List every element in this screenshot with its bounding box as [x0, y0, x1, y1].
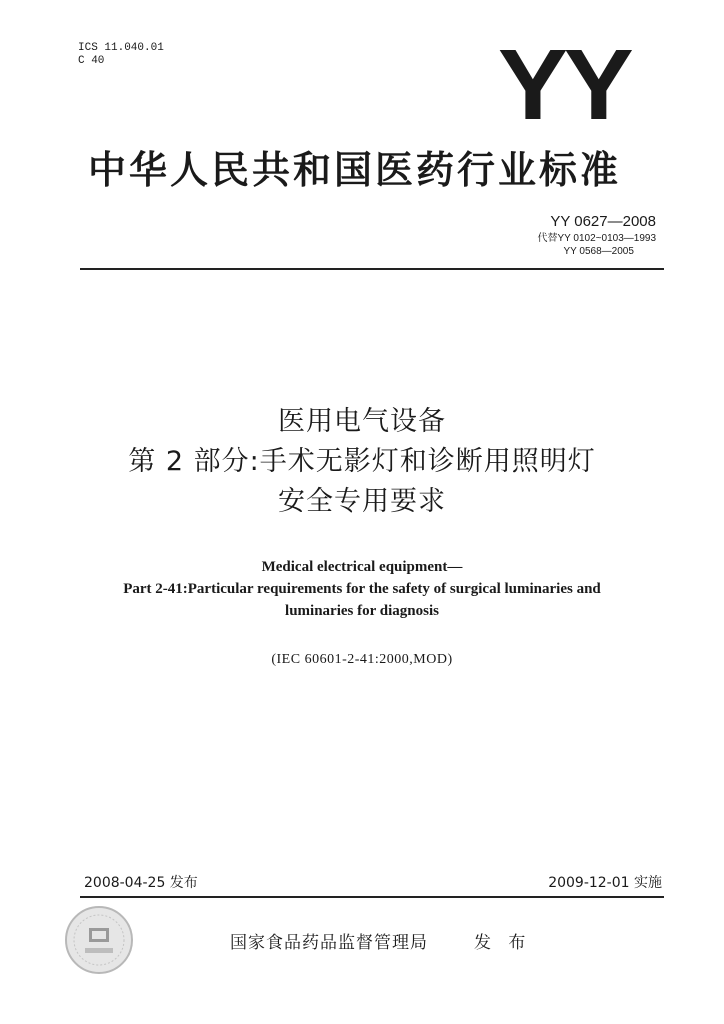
replaces-block — [537, 232, 656, 258]
replaces-line-1: 代替YY 0102~0103—1993 — [537, 233, 656, 244]
title-chinese — [0, 402, 724, 522]
classification-codes — [78, 42, 164, 68]
yy-logo: YY — [497, 29, 630, 141]
implementation-date: 2009-12-01 实施 — [548, 875, 662, 891]
title-cn-line-2: 第 2 部分:手术无影灯和诊断用照明灯 — [128, 446, 596, 477]
anti-counterfeit-seal-icon — [63, 904, 135, 976]
title-english — [0, 556, 724, 622]
issuing-label: 发 布 — [474, 933, 532, 953]
issuing-authority: 国家食品药品监督管理局 — [230, 933, 428, 953]
iec-reference: (IEC 60601-2-41:2000,MOD) — [271, 652, 453, 667]
title-en-line-1: Medical electrical equipment— — [261, 559, 463, 575]
standard-title: 中华人民共和国医药行业标准 — [88, 148, 622, 192]
ics-code: ICS 11.040.01 — [78, 42, 164, 54]
footer-divider — [80, 896, 664, 898]
standard-number: YY 0627—2008 — [550, 213, 656, 230]
title-cn-line-1: 医用电气设备 — [278, 406, 446, 437]
title-en-line-3: luminaries for diagnosis — [285, 603, 439, 619]
title-en-line-2: Part 2-41:Particular requirements for the safety of surgical luminaries and — [123, 581, 601, 597]
replaces-line-2: YY 0568—2005 — [563, 246, 634, 257]
title-cn-line-3: 安全专用要求 — [278, 486, 446, 517]
issue-date: 2008-04-25 发布 — [84, 875, 198, 891]
header-divider — [80, 268, 664, 270]
class-code: C 40 — [78, 55, 105, 67]
